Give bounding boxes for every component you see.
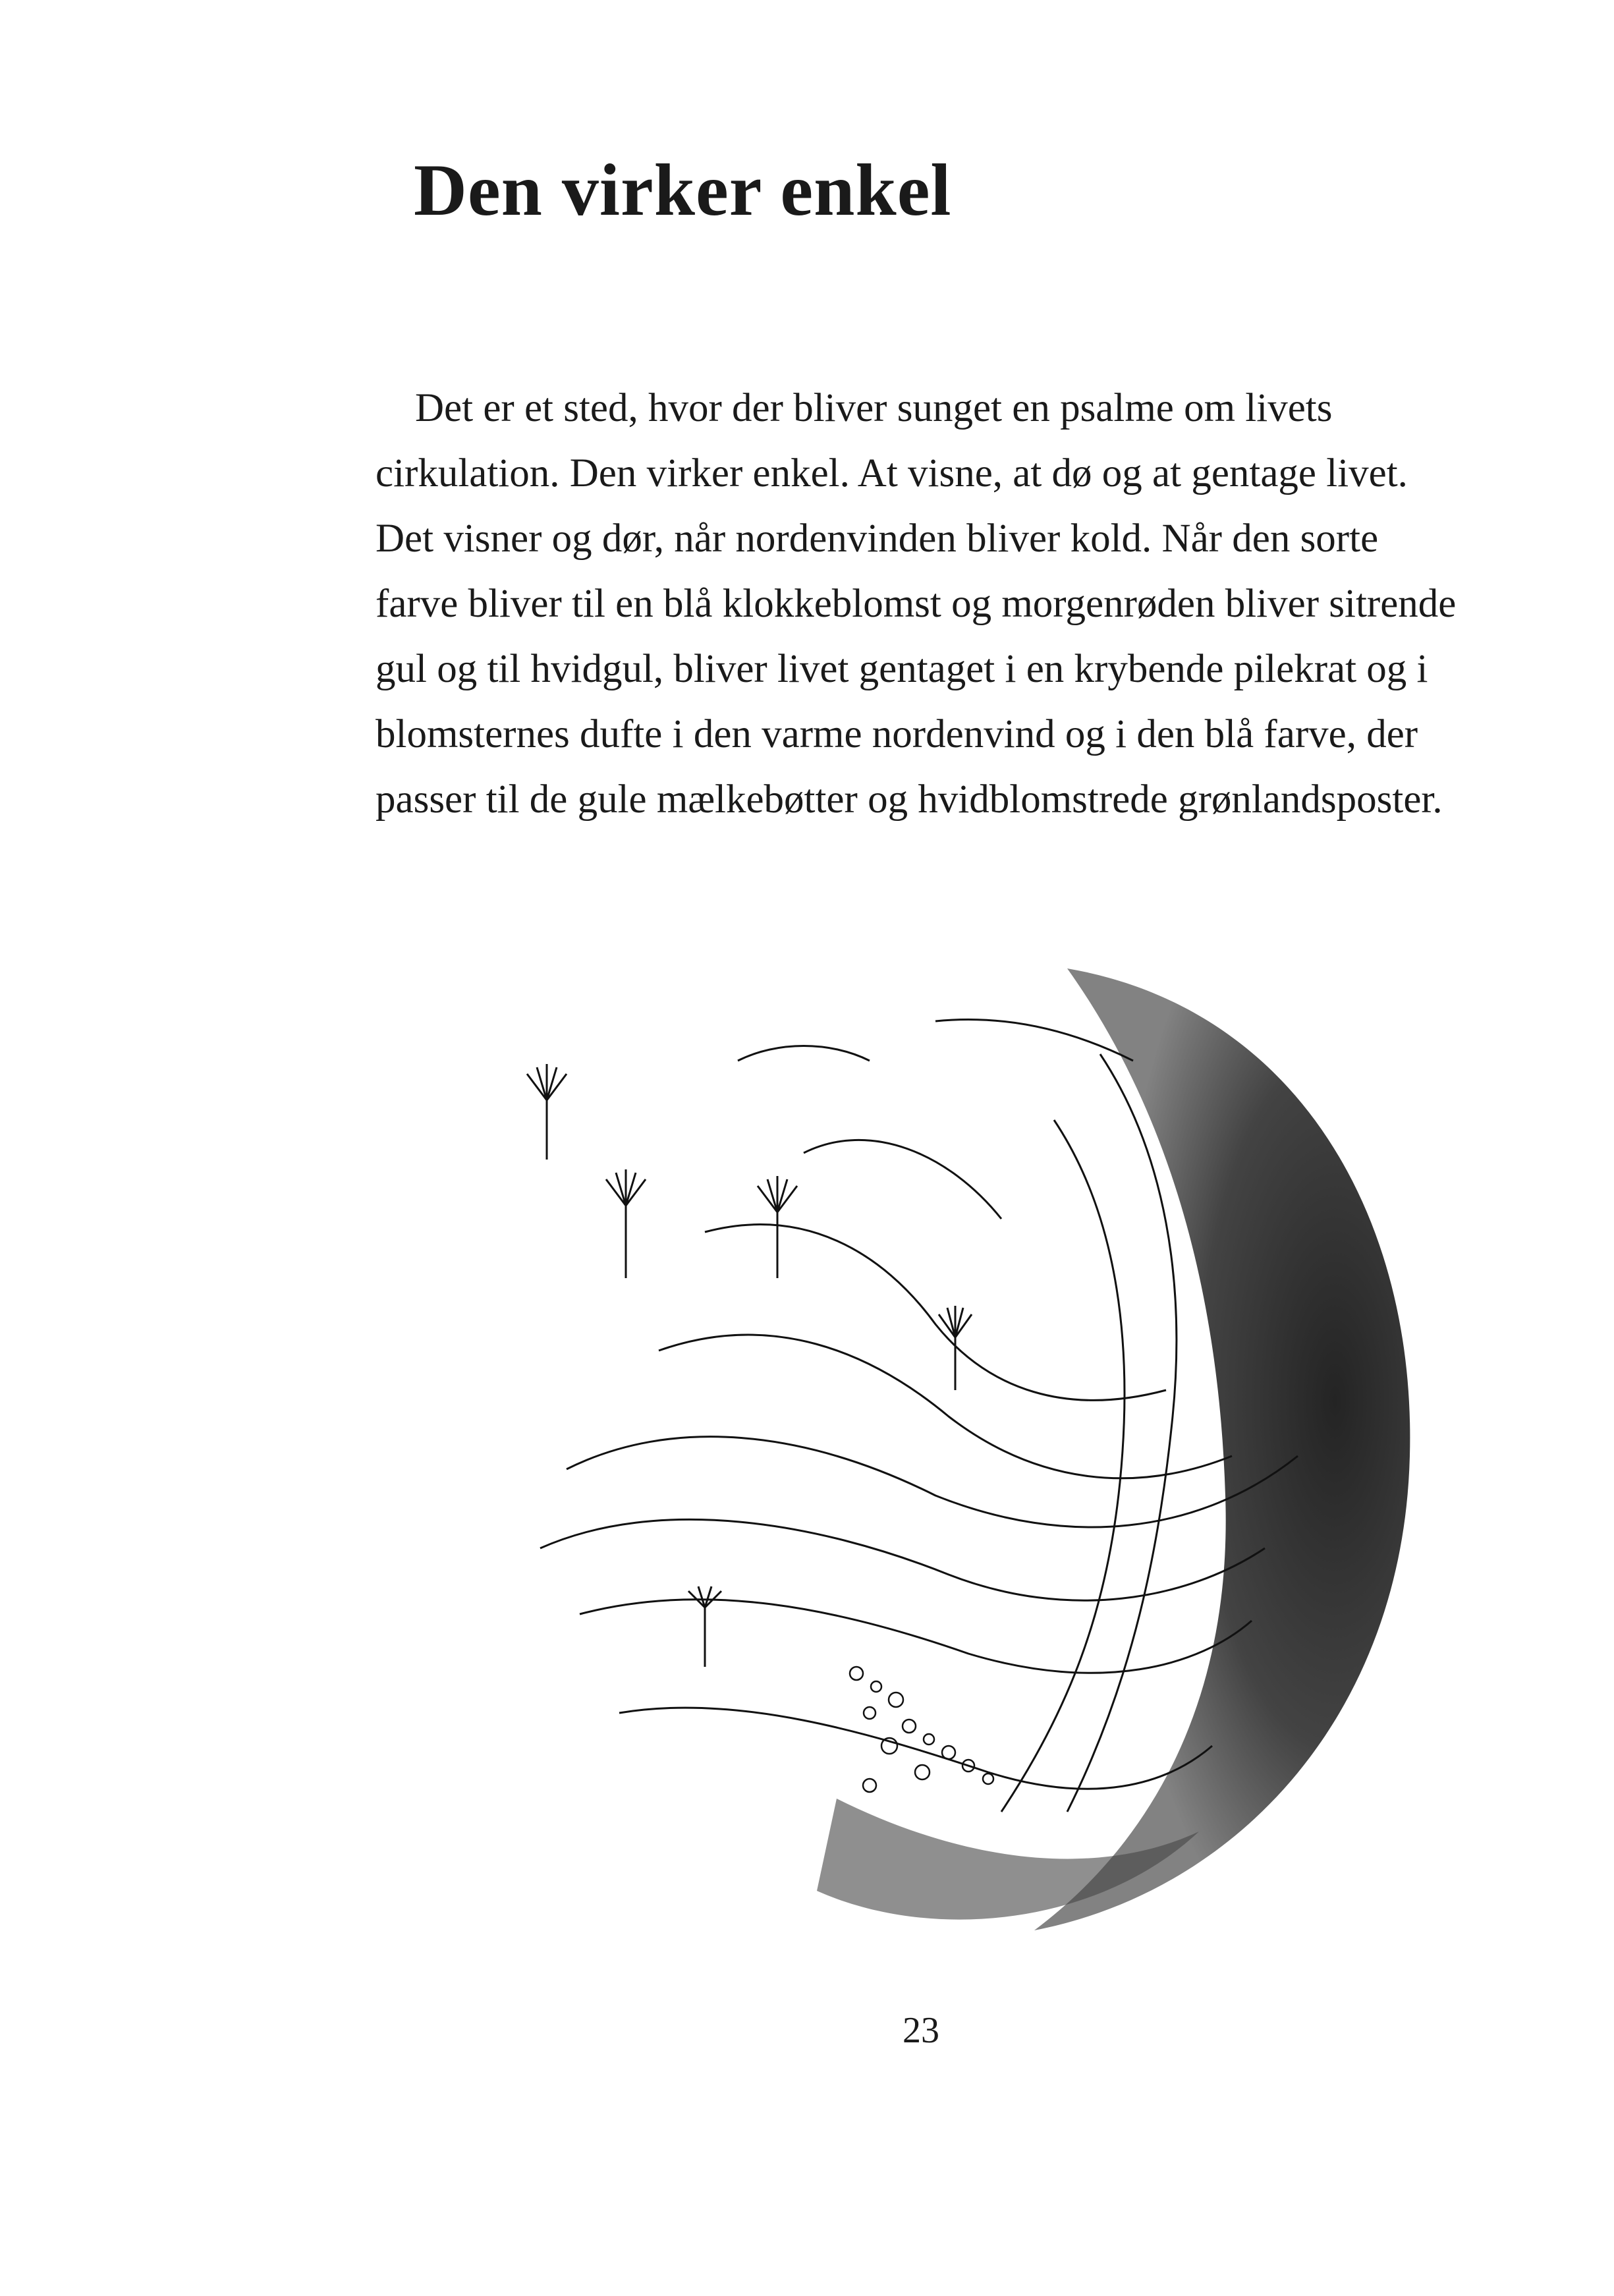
dandelion-illustration — [408, 955, 1449, 1983]
page-title: Den virker enkel — [414, 150, 952, 231]
page-number: 23 — [903, 2010, 939, 2051]
paragraph: Det er et sted, hvor der bliver sunget en psalme om livets cirkulation. Den virker enkel. At visne, at dø og at gentage livet. Det visner og dør, når nordenvinden bliver kold. Når den sorte farve bliver til en blå klokkeblomst og morgenrøden bliver sitrende gul og til hvidgul, bliver livet gentaget i en krybende pilekrat og i blomsternes dufte i den varme nordenvind og i den blå farve, der passer til de gule mælkebøtter og hvidblomstrede grønlandsposter. — [376, 386, 1457, 822]
body-text — [376, 376, 1462, 832]
